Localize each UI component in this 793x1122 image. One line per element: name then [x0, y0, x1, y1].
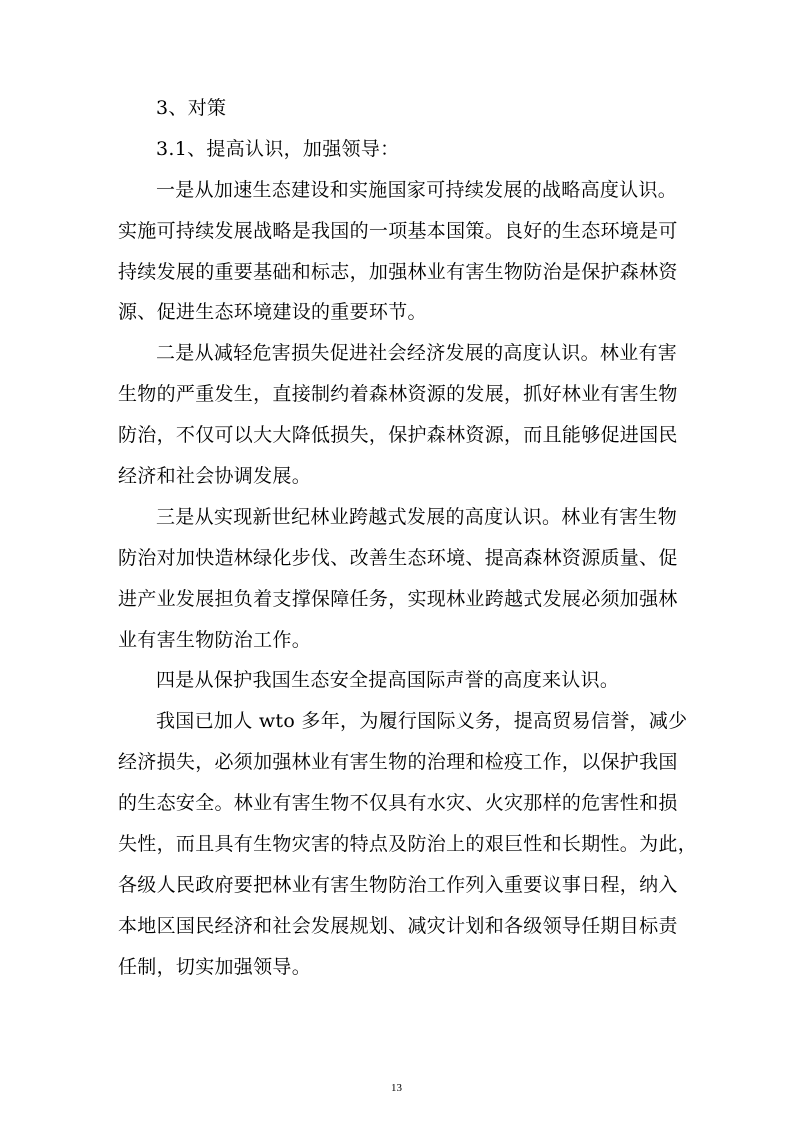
paragraph-line: 我国已加人 wto 多年，为履行国际义务，提高贸易信誉，减少 — [156, 710, 688, 733]
paragraph-line: 源、促进生态环境建设的重要环节。 — [118, 301, 427, 324]
paragraph-line: 四是从保护我国生态安全提高国际声誉的高度来认识。 — [156, 669, 620, 692]
paragraph-line: 生物的严重发生，直接制约着森林资源的发展，抓好林业有害生物 — [118, 383, 678, 406]
paragraph-line: 进产业发展担负着支撑保障任务，实现林业跨越式发展必须加强林 — [118, 587, 678, 610]
paragraph-line: 防治对加快造林绿化步伐、改善生态环境、提高森林资源质量、促 — [118, 546, 678, 569]
paragraph-line: 各级人民政府要把林业有害生物防治工作列入重要议事日程，纳入 — [118, 873, 678, 896]
paragraph-line: 任制，切实加强领导。 — [118, 955, 312, 978]
paragraph-line: 经济和社会协调发展。 — [118, 465, 312, 488]
paragraph-line: 本地区国民经济和社会发展规划、减灾计划和各级领导任期目标责 — [118, 914, 678, 937]
paragraph-line: 二是从减轻危害损失促进社会经济发展的高度认识。林业有害 — [156, 342, 678, 365]
paragraph-line: 一是从加速生态建设和实施国家可持续发展的战略高度认识。 — [156, 178, 678, 201]
paragraph-line: 业有害生物防治工作。 — [118, 628, 312, 651]
paragraph-line: 持续发展的重要基础和标志，加强林业有害生物防治是保护森林资 — [118, 260, 678, 283]
paragraph-line: 经济损失，必须加强林业有害生物的治理和检疫工作，以保护我国 — [118, 751, 678, 774]
paragraph-line: 三是从实现新世纪林业跨越式发展的高度认识。林业有害生物 — [156, 505, 678, 528]
paragraph-line: 失性，而且具有生物灾害的特点及防治上的艰巨性和长期性。为此， — [118, 833, 698, 856]
subsection-heading: 3.1、提高认识，加强领导： — [156, 137, 400, 160]
section-heading: 3、对策 — [156, 97, 227, 119]
page-number: 13 — [391, 1082, 402, 1094]
paragraph-line: 实施可持续发展战略是我国的一项基本国策。良好的生态环境是可 — [118, 219, 678, 242]
paragraph-line: 的生态安全。林业有害生物不仅具有水灾、火灾那样的危害性和损 — [118, 792, 678, 815]
paragraph-line: 防治，不仅可以大大降低损失，保护森林资源，而且能够促进国民 — [118, 424, 678, 447]
body-text — [118, 88, 698, 988]
